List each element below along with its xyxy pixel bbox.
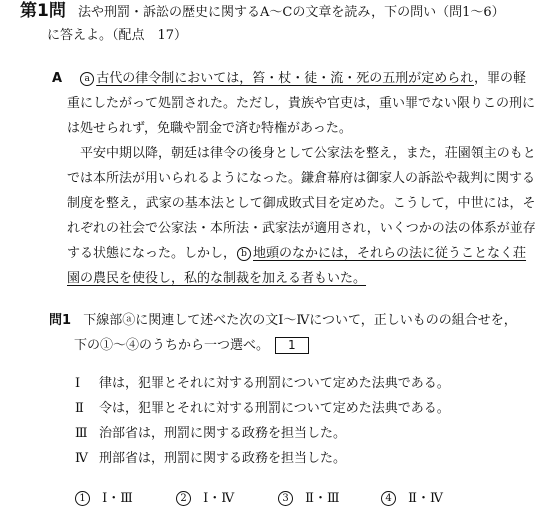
statement-3 (75, 426, 346, 442)
statement-2 (75, 401, 450, 417)
instruction-line-1: 法や刑罰・訴訟の歴史に関するA～Cの文章を読み，下の問い（問1～6） (77, 5, 505, 20)
choice-2[interactable] (175, 491, 234, 507)
question-1-line-2 (74, 337, 309, 354)
question-1-label: 問1 (49, 313, 72, 328)
underline-marker-b: b (237, 247, 251, 261)
statement-numeral: Ⅰ (75, 376, 81, 391)
choice-number: 3 (278, 491, 293, 506)
passage-line-3: は処せられず，免職や罰金で済む特権があった。 (67, 121, 352, 136)
passage-line-8 (67, 246, 526, 262)
underline-marker-a: a (80, 72, 94, 86)
choice-text: Ⅱ・Ⅲ (305, 491, 340, 506)
statement-numeral: Ⅲ (75, 426, 88, 441)
passage-line-9 (67, 271, 366, 287)
question-1-line-1 (49, 313, 517, 329)
choice-number: 2 (176, 491, 191, 506)
passage-text: する状態になった。しかし， (67, 246, 237, 261)
statement-text: 刑部省は，刑罰に関する政務を担当した。 (99, 451, 347, 466)
passage-line-6: 制度を整え，武家の基本法として御成敗式目を定めた。こうして，中世には，そ (67, 196, 536, 211)
underlined-text-b: 地頭のなかには，それらの法に従うことなく荘 (253, 246, 527, 261)
statement-text: 律は，犯罪とそれに対する刑罰について定めた法典である。 (99, 376, 450, 391)
passage-line-7: れぞれの社会で公家法・本所法・武家法が適用され，いくつかの法の体系が並存 (67, 221, 536, 236)
statement-text: 令は，犯罪とそれに対する刑罰について定めた法典である。 (99, 401, 450, 416)
passage-line-2: 重にしたがって処罰された。ただし，貴族や官吏は，重い罪でない限りこの刑に (67, 96, 536, 111)
passage-line-4: 平安中期以降，朝廷は律令の後身として公家法を整え，また，荘園領主のもと (80, 146, 536, 161)
statement-numeral: Ⅱ (75, 401, 84, 416)
answer-box[interactable]: 1 (275, 337, 309, 354)
passage-line-1 (52, 71, 526, 87)
choice-text: Ⅰ・Ⅲ (102, 491, 133, 506)
choice-text: Ⅱ・Ⅳ (408, 491, 443, 506)
question-1-text: 下線部ⓐに関連して述べた次の文Ⅰ～Ⅳについて，正しいものの組合せを， (83, 313, 517, 328)
instruction-line-2: に答えよ。（配点 17） (47, 28, 188, 43)
statement-4 (75, 451, 346, 467)
statement-1 (75, 376, 450, 392)
question-1-text-2: 下の①～④のうちから一つ選べ。 (74, 338, 270, 353)
statement-text: 治部省は，刑罰に関する政務を担当した。 (99, 426, 347, 441)
underlined-text-a: 古代の律令制においては，笞・杖・徒・流・死の五刑が定められ (96, 71, 474, 86)
underlined-text-b-cont: 園の農民を使役し，私的な制裁を加える者もいた。 (67, 271, 367, 286)
statement-numeral: Ⅳ (75, 451, 88, 466)
question-number: 第1問 (20, 1, 66, 21)
passage-label: A (52, 71, 63, 86)
passage-line-5: では本所法が用いられるようになった。鎌倉幕府は御家人の訴訟や裁判に関する (67, 171, 536, 186)
choice-3[interactable] (277, 491, 340, 507)
choice-1[interactable] (74, 491, 133, 507)
choice-number: 4 (381, 491, 396, 506)
choice-number: 1 (75, 491, 90, 506)
passage-text: ，罪の軽 (473, 71, 526, 86)
choice-text: Ⅰ・Ⅳ (203, 491, 235, 506)
choice-4[interactable] (380, 491, 443, 507)
question-header (20, 3, 505, 21)
